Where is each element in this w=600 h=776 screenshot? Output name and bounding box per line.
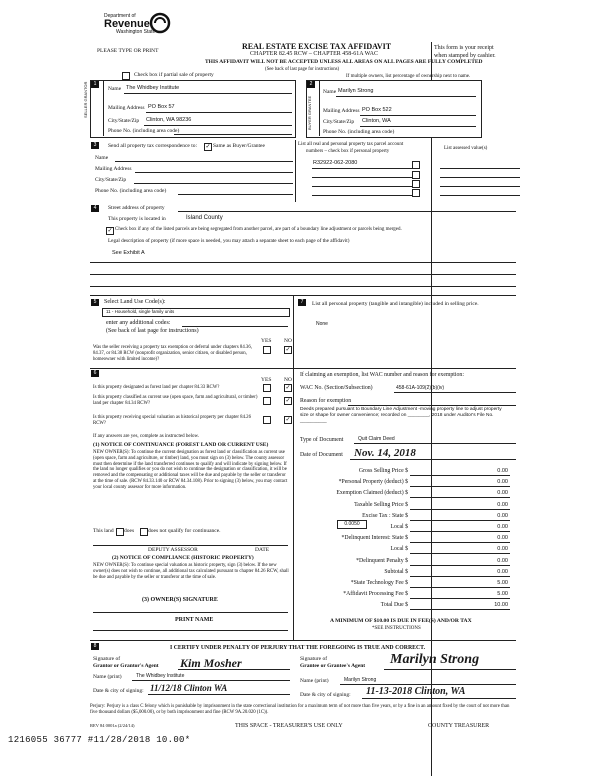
reason-label: Reason for exemption [300, 398, 352, 404]
additional-codes-label: enter any additional codes: [106, 320, 171, 326]
tax-row-label: Subtotal $ [384, 568, 408, 575]
send-correspondence-label: Send all property tax correspondence to: [108, 143, 198, 149]
tax-row-label: Total Due $ [380, 602, 408, 609]
land-does-label: This land [93, 528, 114, 534]
parcel-checkbox-1[interactable] [412, 161, 420, 169]
tax-row-value[interactable]: 0.00 [497, 546, 508, 553]
personal-property-value[interactable]: None [316, 321, 328, 327]
receipt-note-2: when stamped by cashier. [434, 53, 496, 59]
grantor-date-label: Date & city of signing: [93, 688, 144, 694]
rev-number: REV 84 0001a (2/24/14) [90, 723, 135, 728]
tax-row-label: *Personal Property (deduct) $ [338, 479, 408, 486]
does-not-label: does not qualify for continuance. [148, 528, 221, 534]
segregated-checkbox[interactable]: ✓ [107, 228, 113, 234]
same-as-buyer-label: Same as Buyer/Grantee [213, 143, 265, 149]
current-use-yes-checkbox[interactable] [263, 397, 271, 405]
tax-row-underline [410, 520, 510, 521]
tax-row-label: *Delinquent Penalty $ [356, 557, 408, 564]
land-use-value: 11 - Household, single family units [106, 309, 175, 314]
s6-no: NO [284, 377, 292, 383]
forest-question: Is this property designated as forest land per chapter 84.33 RCW? [93, 385, 220, 390]
tax-row-label: *State Technology Fee $ [350, 580, 408, 586]
print-name-label: PRINT NAME [175, 617, 214, 623]
treasurer-space: THIS SPACE - TREASURER'S USE ONLY [235, 723, 343, 729]
exemption-question: Was the seller receiving a property tax exemption or deferral under chapters 84.36, 84.37, or 84.38 RCW (nonprofit organization, senior citizen, or disabled person, homeowner with limited income)? [93, 345, 252, 362]
form-title: REAL ESTATE EXCISE TAX AFFIDAVIT [242, 42, 392, 51]
recording-stamp: 1216055 36777 #11/28/2018 10.00* [8, 735, 191, 745]
section-3-number: 3 [91, 142, 99, 149]
grantor-sig-label-2: Grantor or Grantor's Agent [93, 663, 159, 669]
reason-value[interactable]: Deeds prepared pursuant to Boundary Line Adjustment -moving property line to adjust property size or shape for owner convenience; recorded on ________, 2018 under Auditor's File No. __________ [300, 407, 502, 424]
grantee-name[interactable]: Marilyn Strong [344, 677, 377, 683]
doc-date-value[interactable]: Nov. 14, 2018 [354, 447, 416, 459]
deputy-assessor-label: DEPUTY ASSESSOR [148, 547, 198, 553]
doc-date-label: Date of Document [300, 452, 343, 458]
form-warning: THIS AFFIDAVIT WILL NOT BE ACCEPTED UNLESS ALL AREAS ON ALL PAGES ARE FULLY COMPLETED [205, 59, 483, 65]
buyer-side-label: BUYER GRANTEE [307, 95, 312, 130]
tax-row-underline [410, 542, 510, 543]
certify-statement: I CERTIFY UNDER PENALTY OF PERJURY THAT THE FOREGOING IS TRUE AND CORRECT. [170, 645, 426, 651]
please-type: PLEASE TYPE OR PRINT [97, 48, 159, 54]
land-use-label: Select Land Use Code(s): [104, 299, 166, 305]
does-checkbox[interactable] [116, 528, 124, 536]
tax-row-label: Gross Selling Price $ [358, 468, 408, 474]
tax-row-value[interactable]: 0.00 [497, 501, 508, 508]
buyer-city-label: City/State/Zip [323, 119, 355, 125]
seller-city-label: City/State/Zip [108, 118, 140, 124]
buyer-city[interactable]: Clinton, WA [362, 118, 391, 124]
same-as-buyer-checkbox[interactable]: ✓ [205, 144, 211, 150]
tax-row-underline [410, 509, 510, 510]
tax-row-label: Exemption Claimed (deduct) $ [336, 490, 408, 497]
tax-row-value[interactable]: 0.00 [497, 524, 508, 530]
parcel-number[interactable]: R32922-062-2080 [313, 160, 358, 166]
notice2-text: NEW OWNER(S): To continue special valuation as historic property, sign (3) below. If the new owner(s) does not wish to continue, all additional tax calculated pursuant to chapter 84.26 RCW, shall be due and payable by the seller or transferor at the time of sale. [93, 563, 289, 580]
partial-sale-label: Check box if partial sale of property [134, 72, 214, 78]
tax-row-underline [410, 576, 510, 577]
seller-mailing[interactable]: PO Box 57 [148, 104, 175, 110]
buyer-mailing-label: Mailing Address [323, 108, 360, 114]
county-value[interactable]: Island County [186, 215, 223, 221]
wac-label: WAC No. (Section/Subsection) [300, 385, 373, 391]
s5-no-checkbox[interactable]: ✓ [285, 347, 291, 353]
dept-line2: Revenue [104, 18, 150, 30]
section-6-number: 6 [91, 370, 99, 377]
tax-row-value[interactable]: 0.00 [497, 568, 508, 575]
see-back: (See back of last page for instructions) [265, 67, 340, 72]
doc-type-label: Type of Document [300, 437, 344, 443]
grantee-sig-label-2: Grantee or Grantee's Agent [300, 663, 366, 669]
grantor-sig-label-1: Signature of [93, 656, 121, 662]
seller-name[interactable]: The Whidbey Institute [126, 85, 180, 91]
historic-yes-checkbox[interactable] [263, 416, 271, 424]
tax-row-label: Local $ [390, 524, 408, 530]
forest-no-checkbox[interactable]: ✓ [285, 385, 291, 391]
seller-city[interactable]: Clinton, WA 98236 [146, 117, 192, 123]
tax-row-underline [410, 609, 510, 610]
personal-property-label: List all personal property (tangible and intangible) included in selling price. [312, 301, 479, 307]
grantee-name-label: Name (print) [300, 678, 329, 684]
land-use-see-back: (See back of last page for instructions) [106, 328, 199, 334]
deputy-date-label: DATE [255, 547, 270, 553]
tax-row-label: *Affidavit Processing Fee $ [343, 591, 408, 598]
located-label: This property is located in [108, 216, 166, 222]
parcel-checkbox-2[interactable] [412, 171, 420, 179]
tax-row-value[interactable]: 0.00 [497, 557, 508, 564]
owners-signature-label: (3) OWNER(S) SIGNATURE [142, 597, 218, 603]
tax-row-label: Local $ [390, 546, 408, 553]
street-address-label: Street address of property [108, 205, 165, 211]
see-instructions: *SEE INSTRUCTIONS [372, 626, 421, 631]
county-treasurer: COUNTY TREASURER [428, 723, 490, 729]
tax-row-value[interactable]: 5.00 [497, 591, 508, 598]
perjury-statement: Perjury: Perjury is a class C felony which is punishable by imprisonment in the state correctional institution for a maximum term of not more than five years, or by a fine in an amount fixed by the court of not more than five thousand dollars ($5,000.00), or by both imprisonment and fine (RCW 9A.20.020 (1C)). [90, 704, 510, 715]
historic-question: Is this property receiving special valuation as historical property per chapter 84.26 RCW? [93, 415, 251, 426]
current-use-no-checkbox[interactable]: ✓ [285, 398, 291, 404]
tax-row-underline [410, 553, 510, 554]
buyer-name-label: Name [323, 89, 337, 95]
tax-row-underline [410, 475, 510, 476]
forest-yes-checkbox[interactable] [263, 384, 271, 392]
minimum-note: A MINIMUM OF $10.00 IS DUE IN FEE(S) AND/OR TAX [330, 618, 472, 624]
grantee-date-label: Date & city of signing: [300, 692, 351, 698]
tax-row-value[interactable]: 0.00 [497, 512, 508, 519]
multiple-owners-note: If multiple owners, list percentage of ownership next to name. [346, 74, 471, 79]
section-4-number: 4 [91, 205, 99, 212]
historic-no-checkbox[interactable]: ✓ [285, 417, 291, 423]
grantee-signature[interactable]: Marilyn Strong [390, 652, 480, 667]
tax-row-label: Excise Tax : State $ [362, 512, 408, 519]
middle-divider [293, 295, 294, 640]
segregated-label: Check box if any of the listed parcels are being segregated from another parcel, are part of a boundary line adjustment or parcels being merged. [115, 227, 402, 232]
current-use-question: Is this property classified as current use (open space, farm and agricultural, or timber) land per chapter 84.34 RCW? [93, 395, 258, 406]
does-not-checkbox[interactable] [140, 528, 148, 536]
grantor-name[interactable]: The Whidbey Institute [136, 673, 185, 679]
partial-sale-checkbox[interactable] [122, 72, 130, 80]
tax-row-underline [410, 486, 510, 487]
s6-yes: YES [261, 377, 272, 383]
legal-value[interactable]: See Exhibit A [112, 250, 145, 256]
does-label: does [124, 528, 135, 534]
local-rate-box[interactable]: 0.0050 [337, 520, 367, 529]
dor-logo [104, 13, 155, 35]
s5-yes-checkbox[interactable] [263, 346, 271, 354]
section-7-number: 7 [298, 299, 306, 306]
grantee-sig-label-1: Signature of [300, 656, 328, 662]
tax-row-label: *Delinquent Interest: State $ [341, 535, 408, 542]
tax-row-value[interactable]: 0.00 [497, 535, 508, 542]
section-8-number: 8 [91, 643, 99, 650]
seller-name-label: Name [108, 86, 122, 92]
notice1-text: NEW OWNER(S): To continue the current designation as forest land or classification as current use (open space, farm and agriculture, or timber) land, you must sign on (3) below. The county assessor must then determine if the land transferred continues to qualify and will indicate by signing below. If the land no longer qualifies or you do not wish to continue the designation or classification, it will be removed and the compensating or additional taxes will be due and payable by the seller or transferor at the time of sale. (RCW 84.33.140 or RCW 84.34.108). Prior to signing (3) below, you may contact your local county assessor for more information. [93, 450, 288, 490]
tax-row-label: Taxable Selling Price $ [354, 501, 408, 508]
parcel-checkbox-4[interactable] [412, 189, 420, 197]
buyer-mailing[interactable]: PO Box 522 [362, 107, 392, 113]
dept-line1: Department of [104, 13, 136, 19]
corr-mailing-label: Mailing Address [95, 166, 132, 172]
corr-phone-label: Phone No. (including area code) [95, 188, 167, 194]
buyer-phone-label: Phone No. (including area code) [323, 129, 395, 135]
doc-type-value[interactable]: Quit Claim Deed [358, 436, 395, 442]
notice2-title: (2) NOTICE OF COMPLIANCE (HISTORIC PROPERTY) [112, 555, 254, 561]
tax-row-underline [410, 565, 510, 566]
parcel-checkbox-3[interactable] [412, 180, 420, 188]
notice1-title: (1) NOTICE OF CONTINUANCE (FOREST LAND OR CURRENT USE) [93, 442, 269, 448]
tax-row-value[interactable]: 0.00 [497, 490, 508, 497]
tax-row-value[interactable]: 0.00 [497, 479, 508, 486]
corr-name-label: Name [95, 155, 109, 161]
section-2-number: 2 [307, 81, 315, 88]
corr-city-label: City/State/Zip [95, 177, 127, 183]
tax-row-underline [410, 497, 510, 498]
tax-row-underline [410, 598, 510, 599]
wac-value[interactable]: 458-61A-109(2)(b)(iv) [396, 385, 445, 391]
form-chapter: CHAPTER 82.45 RCW – CHAPTER 458-61A WAC [250, 51, 378, 57]
assessed-header: List assessed value(s) [444, 146, 488, 151]
dept-line3: Washington State [116, 29, 156, 35]
buyer-name[interactable]: Marilyn Strong [338, 88, 374, 94]
receipt-note-1: This form is your receipt [434, 45, 494, 51]
seller-side-label: SELLER GRANTOR [83, 81, 88, 118]
parcels-header-1: List all real and personal property tax parcel account [298, 142, 404, 147]
parcels-header-2: numbers – check box if personal property [306, 149, 390, 154]
section-5-number: 5 [91, 299, 99, 306]
s5-no: NO [284, 338, 292, 344]
grantor-signature[interactable]: Kim Mosher [180, 656, 242, 670]
tax-row-value[interactable]: 5.00 [497, 580, 508, 586]
tax-row-value[interactable]: 10.00 [494, 602, 508, 609]
seller-mailing-label: Mailing Address [108, 105, 145, 111]
grantor-name-label: Name (print) [93, 674, 122, 680]
tax-row-value[interactable]: 0.00 [497, 468, 508, 474]
dor-logo-icon [149, 12, 171, 34]
exemption-claim-label: If claiming an exemption, list WAC number and reason for exemption: [300, 372, 464, 378]
section-1-number: 1 [91, 81, 99, 88]
grantee-date[interactable]: 11-13-2018 Clinton, WA [366, 686, 466, 697]
tax-row-underline [410, 587, 510, 588]
grantor-date[interactable]: 11/12/18 Clinton WA [150, 683, 228, 693]
tax-row-underline [410, 531, 510, 532]
legal-label: Legal description of property (if more space is needed, you may attach a separate sheet to each page of the affidavit) [108, 238, 350, 244]
s5-yes: YES [261, 338, 272, 344]
seller-phone-label: Phone No. (including area code) [108, 128, 180, 134]
answers-note: If any answers are yes, complete as instructed below. [93, 434, 200, 439]
